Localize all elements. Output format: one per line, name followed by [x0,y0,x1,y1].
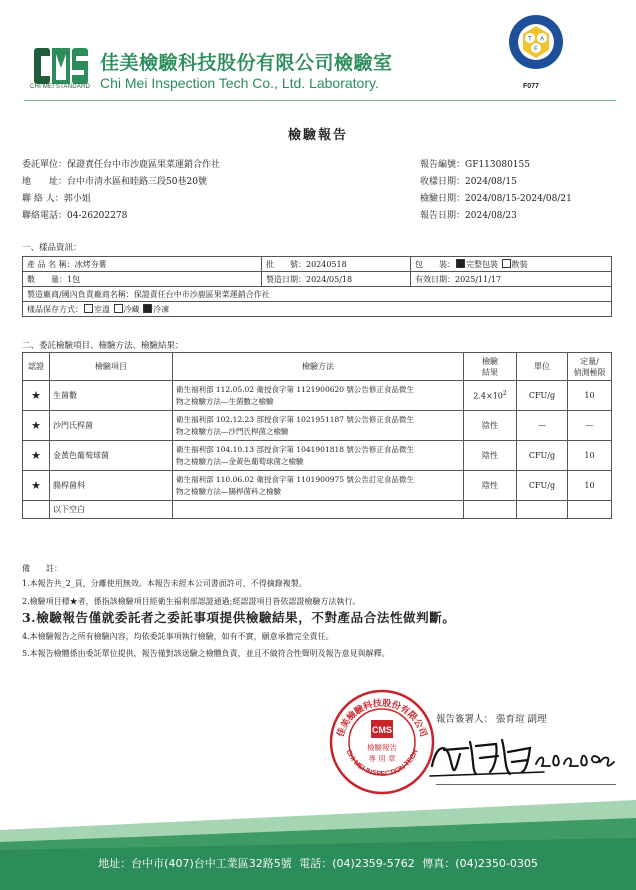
note-3: 3.檢驗報告僅就委託者之委託事項提供檢驗結果，不對產品合法性做判斷。 [22,610,456,625]
svg-text:T: T [528,36,532,43]
blank-marker: 以下空白 [50,501,173,519]
storage-cell: 樣品保存方式： 室溫 冷藏 冷凍 [23,302,612,317]
result-value: 陰性 [464,441,517,471]
package-cell: 包 裝： 完整包裝 散裝 [411,257,612,272]
checkbox-checked-icon [456,259,465,268]
limit-value: 10 [568,381,612,411]
batch-cell: 批 號：20240518 [262,257,411,272]
mfg-date-cell: 製造日期：2024/05/18 [262,272,411,287]
svg-text:F: F [534,46,538,53]
note-1: 1.本報告共_2_頁，分離使用無效。本報告未經本公司書面許可，不得摘錄複製。 [22,579,307,588]
checkbox-empty-icon [114,304,123,313]
table-row [23,501,612,519]
footer-fax: 傳真：(04)2350-0305 [422,857,538,870]
star-icon: ★ [23,441,50,471]
unit-value: CFU/g [517,471,568,501]
test-date: 檢驗日期：2024/08/15-2024/08/21 [420,194,572,204]
method-text: 衛生福利部 110.06.02 衛授食字第 1101900975 號公告訂定食品微生 物之檢驗方法—腸桿菌科之檢驗 [173,471,464,501]
report-title: 檢驗報告 [287,128,348,143]
table-row [23,441,612,471]
table-row [23,471,612,501]
header-result: 檢驗 結果 [464,353,517,381]
method-text: 衛生福利部 104.10.13 部授食字第 1041901818 號公告修正食品微生 物之檢驗方法—金黃色葡萄球菌之檢驗 [173,441,464,471]
limit-value: 10 [568,441,612,471]
signature-line [436,784,616,785]
header-method: 檢驗方法 [173,353,464,381]
logo-subtitle: CHI MEI STANDARD [30,84,91,90]
checkbox-empty-icon [84,304,93,313]
svg-text:檢驗報告: 檢驗報告 [367,743,397,752]
accreditation-code: F077 [523,83,539,90]
svg-text:佳美檢驗科技股份有限公司: 佳美檢驗科技股份有限公司 [336,698,428,739]
header-item: 檢驗項目 [50,353,173,381]
table-row [23,411,612,441]
notes-heading: 備 註： [22,564,62,573]
receive-date: 收樣日期：2024/08/15 [420,177,517,187]
results-heading: 二、委託檢驗項目、檢驗方法、檢驗結果： [22,341,184,351]
signer-label: 報告簽署人： 張育瑄 副理 [436,714,547,725]
note-4: 4.本檢驗報告之所有檢驗內容，均依委託事項執行檢驗，如有不實，願意承擔完全責任。 [22,632,334,641]
header-limit: 定量/ 偵測極限 [568,353,612,381]
manufacturer-cell: 製造廠商/國內負責廠商名稱：保證責任台中市沙鹿區果菜運銷合作社 [23,287,612,302]
svg-text:CMS: CMS [372,725,392,735]
method-text: 衛生福利部 102.12.23 部授食字第 1021951187 號公告修正食品微生 物之檢驗方法—沙門氏桿菌之檢驗 [173,411,464,441]
limit-value: 10 [568,471,612,501]
report-date: 報告日期：2024/08/23 [420,211,517,221]
sample-heading: 一、樣品資訊： [22,243,82,253]
results-table [22,352,612,519]
footer-band [0,800,636,890]
client-phone: 聯絡電話：04-26202278 [22,211,128,221]
handwritten-signature [424,728,620,782]
result-value: 陰性 [464,471,517,501]
note-2: 2.檢驗項目標★者，係指該檢驗項目經衛生福利部認證通過;經認證項目皆依認證檢驗方法執行。 [22,597,361,606]
header-unit: 單位 [517,353,568,381]
accreditation-logo [508,12,564,80]
limit-value: — [568,411,612,441]
table-row [23,381,612,411]
svg-text:A: A [539,36,545,43]
note-5: 5.本報告檢體係由委託單位提供，報告僅對該送驗之檢體負責，並且不做符合性聲明及報告意見與解釋。 [22,649,390,658]
checkbox-checked-icon [143,304,152,313]
report-number: 報告編號：GF113080155 [420,160,530,170]
unit-value: CFU/g [517,441,568,471]
unit-value: CFU/g [517,381,568,411]
footer-address: 地址：台中市(407)台中工業區32路5號 [98,857,292,870]
company-seal [328,688,436,796]
company-name-zh: 佳美檢驗科技股份有限公司檢驗室 [100,52,393,74]
product-name-cell: 產 品 名 稱：冰烤夯薯 [23,257,262,272]
unit-value: — [517,411,568,441]
client-contact: 聯 絡 人：郭小姐 [22,194,91,204]
header-cert: 認證 [23,353,50,381]
item-name: 沙門氏桿菌 [50,411,173,441]
exp-date-cell: 有效日期：2025/11/17 [411,272,612,287]
star-icon: ★ [23,471,50,501]
svg-text:專 用 章: 專 用 章 [368,754,396,763]
item-name: 金黃色葡萄球菌 [50,441,173,471]
item-name: 生菌數 [50,381,173,411]
item-name: 腸桿菌科 [50,471,173,501]
cms-logo [34,44,88,88]
quantity-cell: 數 量：1包 [23,272,262,287]
result-value: 陰性 [464,411,517,441]
footer-contact [0,855,636,871]
method-text: 衛生福利部 112.05.02 衛授食字第 1121900620 號公告修正食品微生 物之檢驗方法—生菌數之檢驗 [173,381,464,411]
footer-tel: 電話：(04)2359-5762 [299,857,415,870]
header-divider [24,100,616,101]
company-name-en: Chi Mei Inspection Tech Co., Ltd. Laboratory. [100,75,379,91]
client-unit: 委託單位：保證責任台中市沙鹿區果菜運銷合作社 [22,160,221,170]
checkbox-empty-icon [502,259,511,268]
client-address: 地 址：台中市清水區和睦路三段50巷20號 [22,177,207,187]
star-icon: ★ [23,411,50,441]
result-value: $2.4\times 10^2$ [464,381,517,411]
sample-table [22,256,612,317]
svg-text:CHI MEI INSPECTION TECH: CHI MEI INSPECTION TECH [344,748,420,778]
star-icon: ★ [23,381,50,411]
